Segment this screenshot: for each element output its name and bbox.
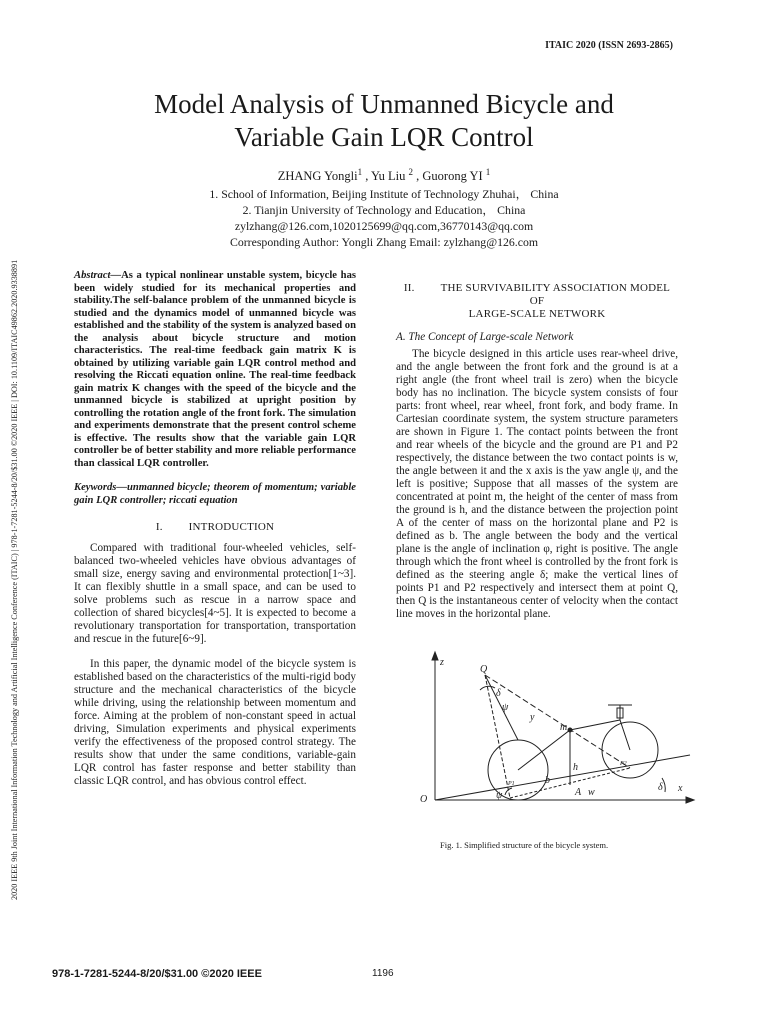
label-psi-bottom: ψ [496,790,503,801]
conference-header: ITAIC 2020 (ISSN 2693-2865) [545,40,673,51]
section-1-number: I. [155,521,163,533]
author-1: ZHANG Yongli [277,169,358,183]
section-2-heading [396,282,678,321]
label-p1: P1 [508,781,515,787]
author-2-sup: 2 [408,166,413,177]
q-to-p2-line [485,675,630,768]
author-1-sup: 1 [357,166,363,177]
title-line-1: Model Analysis of Unmanned Bicycle and [154,89,614,119]
subsection-a-heading: A. The Concept of Large-scale Network [396,331,574,343]
section-2-number: II. [403,282,415,294]
label-delta-top: δ [496,688,501,699]
label-q: Q [480,664,488,675]
label-w: w [588,787,595,798]
label-origin: O [420,794,428,805]
abstract [74,270,356,470]
label-y: y [530,712,535,723]
author-3-sup: 1 [485,166,491,177]
intro-paragraph-2: In this paper, the dynamic model of the bicycle system is established based on the characteristics of the multi-rigid body structure and the mechanical characteristics of the bicycle while driving, using the relationship between momentum and force. Aiming at the problem of non-constant speed in actual driving, Simulation experiments and physical experiments verify the effectiveness of the proposed control strategy. The results show that under the same conditions, variable-gain LQR control has faster response and better stability than classic LQR control, and has obvious control effect. [74,658,356,787]
abstract-lead: Abstract— [74,270,122,281]
side-strip-doi: 2020 IEEE 9th Joint International Information Technology and Artificial Intelligence Conference (ITAIC) | 978-1-7281-5244-8/20/$31.00 ©2020 IEEE | DOI: 10.1109/ITAIC49862.2020.9338891 [10,259,19,900]
title-line-2: Variable Gain LQR Control [234,122,534,152]
bicycle-structure-figure [410,650,700,830]
section-1-title: INTRODUCTION [188,521,275,533]
page-number: 1196 [372,968,394,979]
corresponding-author: Corresponding Author: Yongli Zhang Email: zylzhang@126.com [229,235,539,249]
intro-paragraph-1: Compared with traditional four-wheeled vehicles, self-balanced two-wheeled vehicles have obvious advantages of small size, energy saving and environmental protection[1~3]. It can flexibly shuttle in a small space, and can be used to solve problems such as rescue in a narrow space and collection of shared bicycles[4~5]. It is expected to become a revolutionary transportation for transportation, transportation and rescue in the future[6~9]. [74,542,356,645]
left-column [74,270,356,788]
label-z: z [440,657,444,668]
label-m: m [560,722,568,733]
section-2-paragraph-1: The bicycle designed in this article uses rear-wheel drive, and the angle between the front fork and the ground is at a right angle (the front wheel trail is zero) when the bicycle body has no inclination. The bicycle system consists of four parts: front wheel, rear wheel, front fork, and body frame. In Cartesian coordinate system, the system structure parameters are shown in Figure 1. The contact points between the front and rear wheels of the bicycle and the ground are P1 and P2 respectively, the distance between the two contact points is w, the angle between it and the x axis is the yaw angle ψ, and the left is positive; Suppose that all masses of the system are concentrated at point m, the height of the center of mass from the ground is h, and the distance between the projection point A of the center of mass on the horizontal plane and P2 is defined as b. The angle between the body and the vertical plane is the angle of inclination φ, right is positive. The angle through which the front wheel is controlled by the front fork is defined as the steering angle δ; make the vertical lines of points P1 and P2 respectively and intersect them at point Q, then Q is the instantaneous center of velocity when the contact line moves in the horizontal plane. [396,348,678,620]
affiliation-1: 1. School of Information, Beijing Institute of Technology Zhuhai， China [209,187,559,201]
affiliation-2: 2. Tianjin University of Technology and Education， China [242,203,526,217]
footer-isbn: 978-1-7281-5244-8/20/$31.00 ©2020 IEEE [52,968,262,980]
abstract-text: As a typical nonlinear unstable system, bicycle has been widely studied for its mechanical properties and stability.The self-balance problem of the unmanned bicycle is studied and the dynamics model of unmanned bicycle was established and the stability of the system is analyzed based on the analysis about bicycle structure and motion characteristics. The real-time feedback gain matrix K is obtained by utilizing variable gain LQR control method and resolving the Riccati equation online. The real-time feedback gain matrix K changes with the speed of the bicycle and the unmanned bicycle is stabilized at upright position by controlling the rotation angle of the front fork. The simulation and experiments demonstrate that the present control scheme is effective. The results show that the variable gain LQR controller be of better stability and more reliable performance than classical LQR controller. [74,270,356,469]
author-list [60,168,708,184]
label-x: x [678,783,683,794]
author-emails: zylzhang@126.com,1020125699@qq.com,36770143@qq.com [234,219,534,233]
section-2-title-line-1: THE SURVIVABILITY ASSOCIATION MODEL OF [440,282,671,307]
affiliations [60,186,708,250]
z-axis-arrow [432,652,438,660]
label-p2: P2 [620,761,627,767]
psi-arc [505,788,512,795]
label-delta-steer: δ [658,782,663,793]
section-1-heading [74,521,356,534]
label-h: h [573,762,578,773]
paper-title [60,88,708,154]
figure-caption: Fig. 1. Simplified structure of the bicycle system. [440,840,609,850]
author-2: , Yu Liu [362,169,409,183]
x-axis-arrow [686,797,694,803]
author-3: , Guorong YI [413,169,486,183]
section-2-title-line-2: LARGE-SCALE NETWORK [468,308,606,320]
label-a: A [575,787,582,798]
mass-point [568,728,572,732]
label-b: b [545,775,550,786]
ground-line [435,755,690,800]
right-column [396,282,678,621]
label-psi-top: ψ [502,702,509,713]
keywords: Keywords—unmanned bicycle; theorem of momentum; variable gain LQR controller; riccati equation [74,482,356,506]
